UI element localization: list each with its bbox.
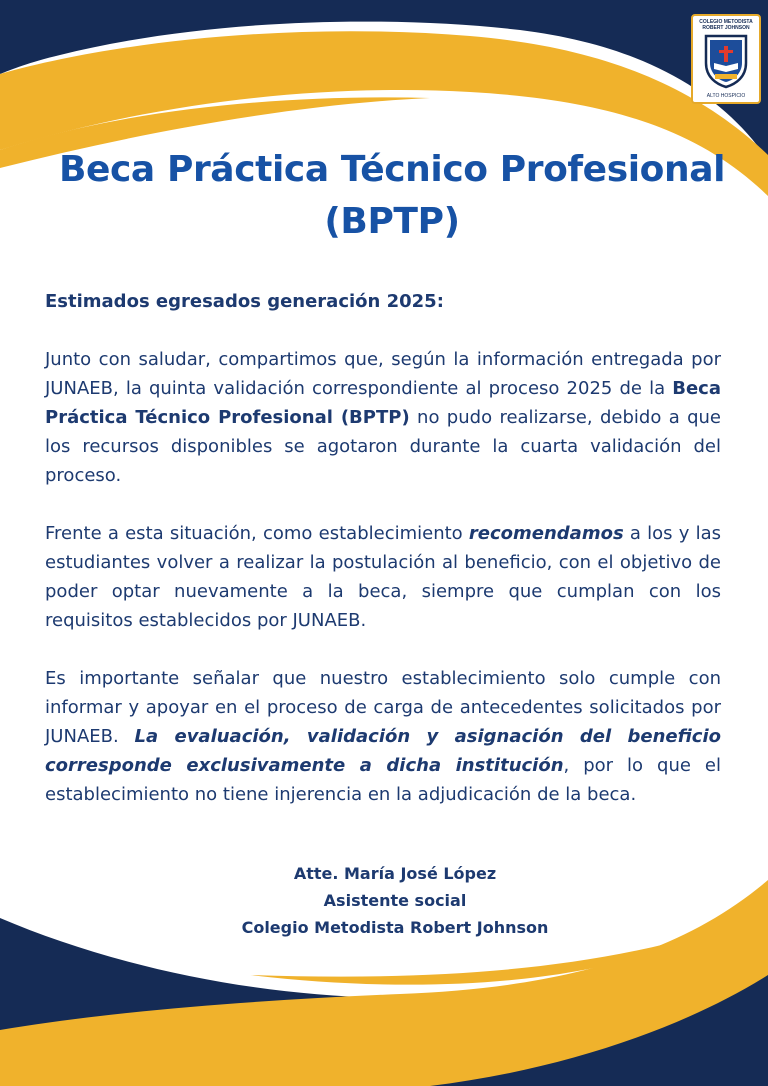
paragraph-1-text-start: Junto con saludar, compartimos que, según la información entregada por JUNAEB, la quinta validación correspondiente al proceso 2025 de la xyxy=(45,349,721,399)
paragraph-1-bold-program-name: Beca Práctica Técnico Profesional (BPTP) xyxy=(45,378,721,428)
logo-name-line2: ROBERT JOHNSON xyxy=(702,25,750,31)
logo-city: ALTO HOSPICIO xyxy=(706,93,746,99)
paragraph-2-emphasis: recomendamos xyxy=(468,523,624,544)
paragraph-2-text-start: Frente a esta situación, como establecimiento xyxy=(45,523,469,544)
paragraph-1 xyxy=(45,345,721,490)
title-line1: Beca Práctica Técnico Profesional xyxy=(58,149,726,190)
paragraph-3-text-end: , por lo que el establecimiento no tiene injerencia en la adjudicación de la beca. xyxy=(45,755,721,805)
school-crest-icon xyxy=(703,33,749,89)
signature-block xyxy=(0,860,768,941)
paragraph-2-text-end: a los y las estudiantes volver a realizar la postulación al beneficio, con el objetivo de poder optar nuevamente a la beca, siempre que cumplan con los requisitos establecidos por JUNAEB. xyxy=(45,523,721,631)
signature-role: Asistente social xyxy=(323,891,467,910)
paragraph-2 xyxy=(45,519,721,635)
page-title xyxy=(40,144,744,248)
paragraph-1-text-end: no pudo realizarse, debido a que los recursos disponibles se agotaron durante la cuarta validación del proceso. xyxy=(45,407,721,486)
paragraph-3-text-start: Es importante señalar que nuestro establecimiento solo cumple con informar y apoyar en el proceso de carga de antecedentes solicitados por JUNAEB. xyxy=(45,668,721,747)
school-logo xyxy=(691,14,761,104)
logo-school-name xyxy=(695,19,757,31)
paragraph-3 xyxy=(45,664,721,809)
signature-name: Atte. María José López xyxy=(293,864,497,883)
letter-body xyxy=(45,287,721,838)
greeting: Estimados egresados generación 2025: xyxy=(45,291,444,312)
paragraph-3-emphasis: La evaluación, validación y asignación del beneficio corresponde exclusivamente a dicha institución xyxy=(45,726,721,776)
signature-school: Colegio Metodista Robert Johnson xyxy=(241,918,549,937)
title-line2: (BPTP) xyxy=(324,201,460,242)
logo-name-line1: COLEGIO METODISTA xyxy=(699,19,753,25)
